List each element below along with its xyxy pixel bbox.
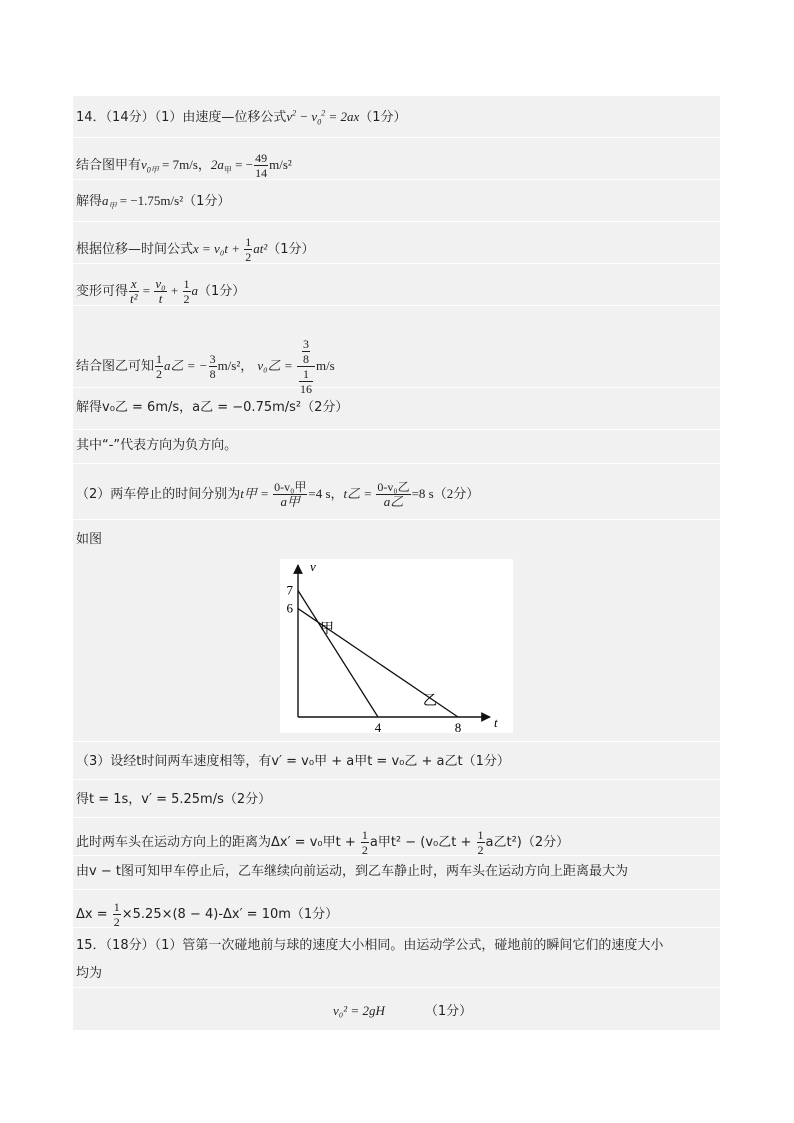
x-axis-label: t (494, 715, 498, 730)
q14-line-10: 如图 (76, 532, 103, 547)
symbol-2a: 2a (210, 157, 224, 172)
unit: m/s²， (217, 358, 254, 373)
formula: a甲t² − (v₀乙t + (369, 835, 476, 850)
numerator: 1 (299, 367, 313, 382)
symbol-a-jia: $a_甲$ (102, 193, 117, 211)
q15-line-1: 15．（18分）（1）管第一次碰地前与球的速度大小相同。由运动学公式，碰地前的瞬间它们的速度大小 (76, 938, 664, 953)
numerator: 49 (255, 151, 268, 165)
q15-line-2: 均为 (76, 966, 103, 981)
y-tick-7: 7 (286, 582, 293, 598)
formula: t甲 = (240, 486, 273, 501)
formula: x = v₀t + (193, 241, 244, 256)
fraction (113, 900, 121, 929)
unit: m/s² (269, 157, 292, 172)
symbol-v0-jia: $v_{0甲}$ (141, 157, 159, 175)
q14-line-13 (76, 828, 569, 857)
symbol-a: a (191, 283, 199, 298)
denominator: 2 (477, 843, 484, 857)
formula: a乙t²)（2分） (485, 835, 570, 850)
value: =4 s， (308, 486, 344, 501)
formula: t乙 = (343, 486, 376, 501)
series-label-jia: 甲 (320, 621, 334, 637)
numerator: 1 (113, 900, 120, 914)
y-axis-label: v (310, 559, 316, 574)
denominator: t (158, 291, 163, 306)
denominator: 8 (209, 367, 216, 381)
formula: 此时两车头在运动方向上的距离为Δx′ = v₀甲t + (76, 835, 360, 850)
numerator: 1 (477, 828, 484, 842)
denominator: 8 (302, 352, 309, 366)
numerator: x (130, 276, 137, 291)
x-tick-8: 8 (454, 720, 462, 733)
score: （1分） (359, 110, 407, 125)
denominator: 2 (156, 367, 163, 381)
fraction (129, 277, 139, 306)
score: （1分） (198, 284, 246, 299)
fraction (155, 352, 163, 381)
score: （1分） (183, 194, 231, 209)
nested-fraction (297, 337, 315, 396)
text: 解得 (76, 194, 103, 209)
formula: ×5.25×(8 − 4)-Δx′ = 10m（1分） (121, 907, 339, 922)
fraction (154, 277, 166, 306)
text: （2）两车停止的时间分别为 (76, 487, 241, 502)
series-line-jia (298, 590, 378, 717)
numerator: 1 (183, 277, 190, 291)
fraction (302, 337, 310, 366)
fraction (299, 367, 313, 396)
vt-graph-svg (280, 559, 513, 733)
numerator: 0-v₀甲 (274, 480, 307, 494)
q14-line-1 (76, 109, 407, 126)
text: + (167, 283, 182, 298)
denominator: 16 (299, 382, 312, 396)
x-tick-4: 4 (374, 720, 382, 733)
score: （1分） (267, 242, 315, 257)
q14-line-14: 由v − t图可知甲车停止后，乙车继续向前运动，到乙车静止时，两车头在运动方向上距离最大为 (76, 864, 628, 879)
formula: at² (253, 241, 268, 256)
denominator: t² (130, 291, 138, 306)
value: =8 s（2分） (411, 486, 480, 501)
text: 结合图甲有 (76, 158, 142, 173)
text: 变形可得 (76, 284, 129, 299)
outer-denominator (297, 367, 315, 396)
denominator: 2 (361, 843, 368, 857)
fraction (273, 480, 307, 509)
denominator: 2 (245, 250, 252, 264)
formula: Δx = (76, 907, 112, 922)
q14-line-9 (76, 480, 479, 509)
series-label-yi: 乙 (423, 693, 437, 709)
vt-graph (280, 559, 513, 733)
numerator: 1 (245, 235, 252, 249)
fraction (209, 352, 217, 381)
fraction (254, 151, 268, 180)
fraction (244, 235, 252, 264)
unit: m/s (315, 358, 335, 373)
fraction (183, 277, 191, 306)
numerator: 1 (361, 828, 368, 842)
fraction (361, 828, 369, 857)
denominator: a乙 (383, 494, 404, 509)
q14-line-12: 得t = 1s，v′ = 5.25m/s（2分） (76, 792, 272, 807)
q14-line-4 (76, 235, 315, 264)
numerator: 0-v₀乙 (377, 480, 410, 494)
value: = −1.75m/s² (116, 193, 184, 208)
formula-rhs: = 2ax (325, 109, 360, 124)
numerator: 1 (156, 352, 163, 366)
outer-numerator (297, 337, 315, 367)
fraction (376, 480, 410, 509)
formula-v-squared: $v^2 - v_0^2$ (286, 108, 326, 127)
numerator: v₀ (155, 276, 166, 291)
numerator: 3 (302, 337, 309, 351)
score: （1分） (424, 1004, 473, 1019)
q14-line-15 (76, 900, 338, 929)
q15-line-3 (333, 1003, 472, 1020)
q14-line-11: （3）设经t时间两车速度相等，有v′ = v₀甲 + a甲t = v₀乙 + a乙t（1分） (76, 754, 510, 769)
denominator: 2 (113, 915, 120, 929)
value: = 7m/s， (158, 157, 211, 172)
row (73, 928, 720, 988)
numerator: 3 (209, 352, 216, 366)
q14-line-2: 结合图甲有$v_{0甲} = 7m/s$，$2a_甲$ = − $\frac{49}{14}$ m/s² (76, 151, 292, 180)
text: = − (231, 157, 254, 172)
q14-line-6 (76, 337, 335, 396)
fraction (477, 828, 485, 857)
q14-header: 14．（14分）（1）由速度—位移公式 (76, 110, 287, 125)
denominator: a甲 (280, 494, 301, 509)
denominator: 14 (255, 166, 268, 180)
q14-line-3 (76, 193, 230, 210)
text: = (139, 283, 154, 298)
q14-line-5 (76, 277, 245, 306)
denominator: 2 (183, 292, 190, 306)
y-tick-6: 6 (286, 600, 293, 616)
q14-line-7: 解得v₀乙 = 6m/s，a乙 = −0.75m/s²（2分） (76, 400, 349, 415)
formula: v₀乙 = (257, 358, 296, 373)
formula: a乙 = − (164, 358, 208, 373)
formula: v₀² = 2gH (333, 1003, 385, 1018)
text: 根据位移—时间公式 (76, 242, 194, 257)
text: 结合图乙可知 (76, 359, 155, 374)
q14-line-8: 其中“-”代表方向为负方向。 (76, 438, 238, 453)
